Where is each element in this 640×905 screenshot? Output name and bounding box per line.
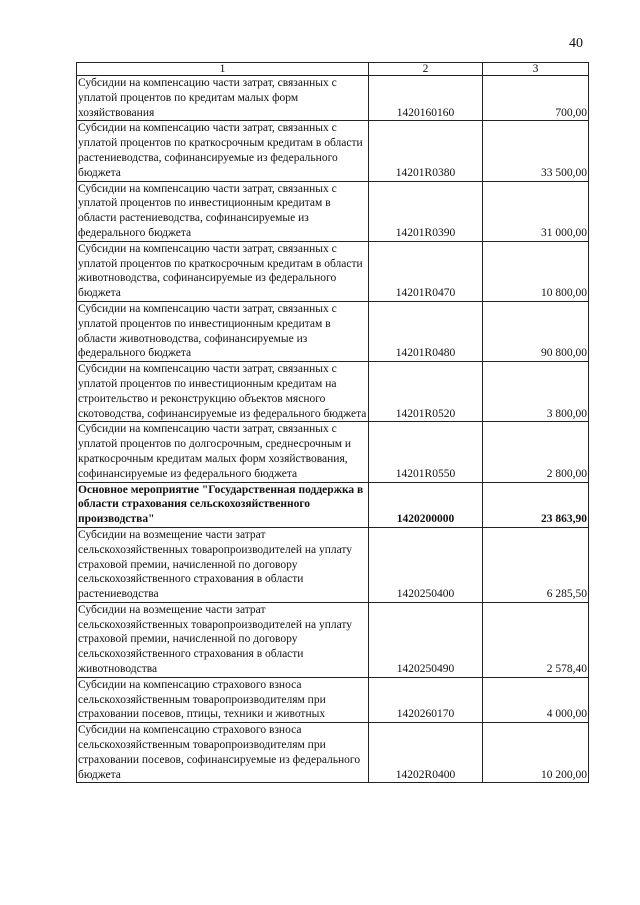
row-sum-cell: 23 863,90 xyxy=(483,482,589,527)
column-header-3: 3 xyxy=(483,63,589,76)
row-name-cell: Основное мероприятие "Государственная поддержка в области страхования сельскохозяйственного производства" xyxy=(77,482,369,527)
row-sum-cell: 33 500,00 xyxy=(483,121,589,181)
table-body xyxy=(77,76,589,783)
table-row xyxy=(77,677,589,722)
table-row xyxy=(77,723,589,783)
column-header-2: 2 xyxy=(369,63,483,76)
row-name-cell: Субсидии на компенсацию части затрат, связанных с уплатой процентов по инвестиционным кредитам в области растениеводства, софинансируемые из федерального бюджета xyxy=(77,181,369,241)
row-name-cell: Субсидии на возмещение части затрат сельскохозяйственных товаропроизводителей на уплату страховой премии, начисленной по договору сельскохозяйственного страхования в области животноводства xyxy=(77,602,369,677)
row-code-cell: 14201R0380 xyxy=(369,121,483,181)
row-name-cell: Субсидии на компенсацию части затрат, связанных с уплатой процентов по краткосрочным кредитам в области растениеводства, софинансируемые из федерального бюджета xyxy=(77,121,369,181)
row-name-cell: Субсидии на компенсацию страхового взноса сельскохозяйственным товаропроизводителям при страховании посевов, софинансируемые из федерального бюджета xyxy=(77,723,369,783)
row-name-cell: Субсидии на компенсацию части затрат, связанных с уплатой процентов по долгосрочным, среднесрочным и краткосрочным кредитам малых форм хозяйствования, софинансируемые из федерального бюджета xyxy=(77,422,369,482)
column-header-1: 1 xyxy=(77,63,369,76)
row-name-cell: Субсидии на компенсацию части затрат, связанных с уплатой процентов по краткосрочным кредитам в области животноводства, софинансируемые из федерального бюджета xyxy=(77,241,369,301)
row-name-cell: Субсидии на компенсацию части затрат, связанных с уплатой процентов по инвестиционным кредитам в области животноводства, софинансируемые из федерального бюджета xyxy=(77,301,369,361)
row-code-cell: 14202R0400 xyxy=(369,723,483,783)
row-code-cell: 1420160160 xyxy=(369,76,483,121)
budget-table xyxy=(76,62,589,783)
page-number: 40 xyxy=(569,36,583,51)
table-row xyxy=(77,76,589,121)
table-row xyxy=(77,121,589,181)
row-sum-cell: 90 800,00 xyxy=(483,301,589,361)
row-sum-cell: 4 000,00 xyxy=(483,677,589,722)
row-code-cell: 1420200000 xyxy=(369,482,483,527)
row-sum-cell: 700,00 xyxy=(483,76,589,121)
row-code-cell: 14201R0470 xyxy=(369,241,483,301)
table-row xyxy=(77,482,589,527)
row-name-cell: Субсидии на компенсацию части затрат, связанных с уплатой процентов по кредитам малых форм хозяйствования xyxy=(77,76,369,121)
table-row xyxy=(77,527,589,602)
table-row xyxy=(77,181,589,241)
table-row xyxy=(77,602,589,677)
row-name-cell: Субсидии на компенсацию страхового взноса сельскохозяйственным товаропроизводителям при страховании посевов, птицы, техники и животных xyxy=(77,677,369,722)
table-row xyxy=(77,422,589,482)
row-sum-cell: 31 000,00 xyxy=(483,181,589,241)
row-sum-cell: 10 200,00 xyxy=(483,723,589,783)
table-header-row xyxy=(77,63,589,76)
table-row xyxy=(77,301,589,361)
row-sum-cell: 10 800,00 xyxy=(483,241,589,301)
row-code-cell: 1420250400 xyxy=(369,527,483,602)
row-sum-cell: 2 578,40 xyxy=(483,602,589,677)
row-code-cell: 14201R0520 xyxy=(369,362,483,422)
row-name-cell: Субсидии на возмещение части затрат сельскохозяйственных товаропроизводителей на уплату страховой премии, начисленной по договору сельскохозяйственного страхования в области растениеводства xyxy=(77,527,369,602)
row-sum-cell: 2 800,00 xyxy=(483,422,589,482)
row-name-cell: Субсидии на компенсацию части затрат, связанных с уплатой процентов по инвестиционным кредитам на строительство и реконструкцию объектов мясного скотоводства, софинансируемые из федерального бюджета xyxy=(77,362,369,422)
row-code-cell: 1420260170 xyxy=(369,677,483,722)
row-code-cell: 14201R0480 xyxy=(369,301,483,361)
table-row xyxy=(77,241,589,301)
row-code-cell: 1420250490 xyxy=(369,602,483,677)
row-sum-cell: 3 800,00 xyxy=(483,362,589,422)
table-row xyxy=(77,362,589,422)
row-sum-cell: 6 285,50 xyxy=(483,527,589,602)
row-code-cell: 14201R0390 xyxy=(369,181,483,241)
row-code-cell: 14201R0550 xyxy=(369,422,483,482)
